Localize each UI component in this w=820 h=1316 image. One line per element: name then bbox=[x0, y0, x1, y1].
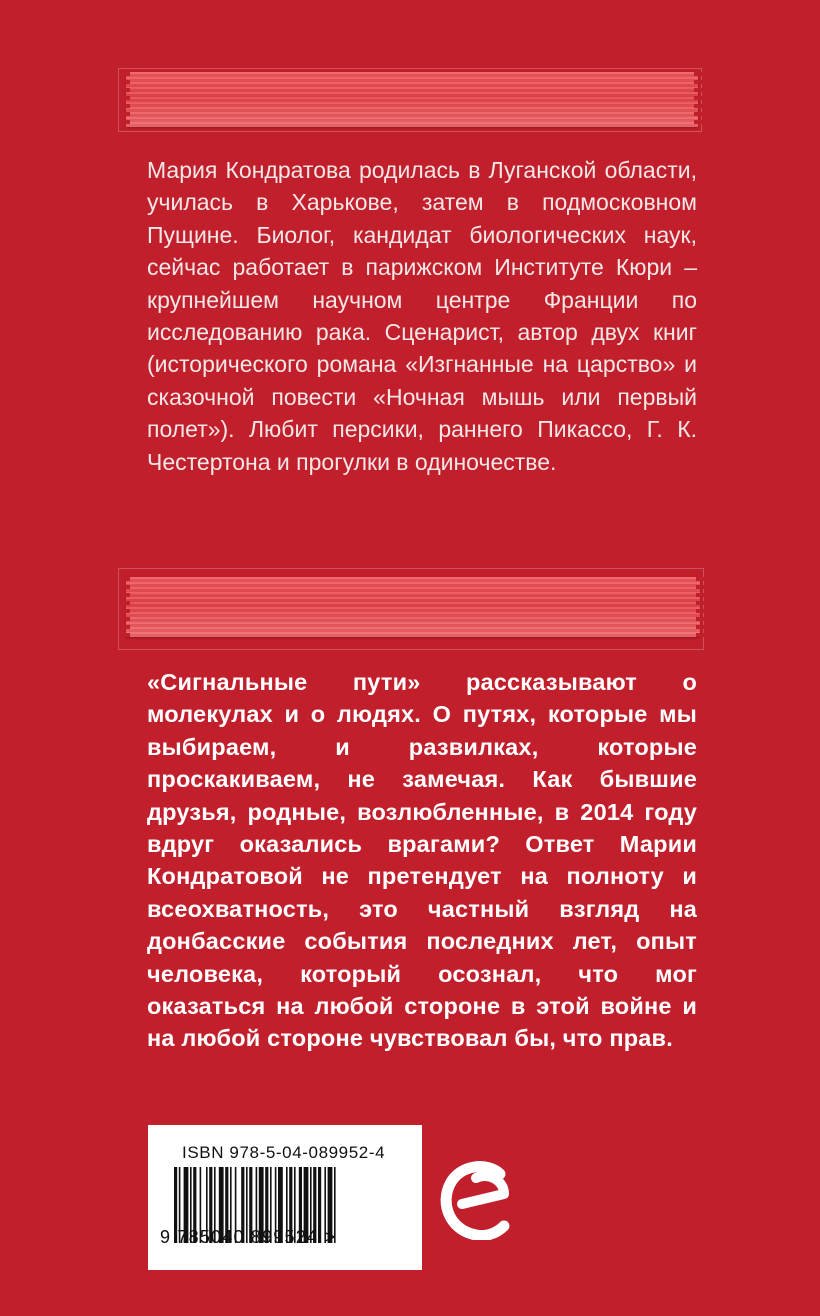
eksmo-logo-icon bbox=[440, 1160, 514, 1240]
barcode-digits: 9 785040 899524 > bbox=[160, 1227, 337, 1247]
book-blurb: «Сигнальные пути» рассказывают о молекулах и о людях. О путях, которые мы выбираем, и развилках, которые проскакиваем, не замечая. Как бывшие друзья, родные, возлюбленные, в 2014 году вдруг оказались врагами? Ответ Марии Кондратовой не претендует на полноту и всеохватность, это частный взгляд на донбасские события последних лет, опыт человека, который осознал, что мог оказаться на любой стороне в этой войне и на любой стороне чувствовал бы, что прав. bbox=[147, 669, 697, 1052]
tape-strip-middle bbox=[126, 577, 700, 637]
isbn-barcode bbox=[148, 1125, 422, 1270]
isbn-label: ISBN 978-5-04-089952-4 bbox=[182, 1143, 386, 1162]
tape-strip-top bbox=[126, 72, 698, 127]
author-bio: Мария Кондратова родилась в Луганской области, училась в Харькове, затем в подмосковном Пущине. Биолог, кандидат биологических наук, сейчас работает в парижском Институте Кюри – крупнейшем научном центре Франции по исследованию рака. Сценарист, автор двух книг (исторического романа «Изгнанные на царство» и сказочной повести «Ночная мышь или первый полет»). Любит персики, раннего Пикассо, Г. К. Честертона и прогулки в одиночестве. bbox=[147, 157, 697, 475]
